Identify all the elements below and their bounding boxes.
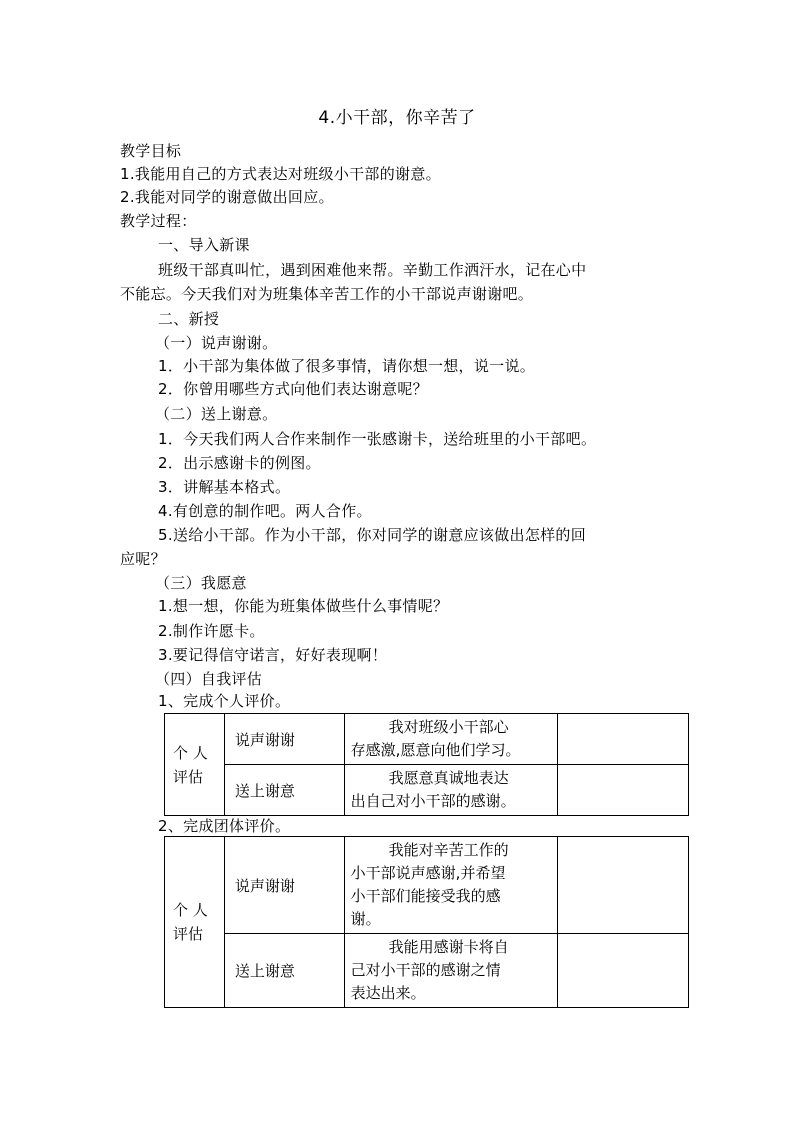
text-line: 2、完成团体评价。 — [158, 817, 291, 835]
text-line: 4.有创意的制作吧。两人合作。 — [158, 502, 372, 520]
subsection-heading: （一）说声谢谢。 — [155, 334, 278, 352]
evaluation-item-cell: 说声谢谢 — [224, 837, 344, 934]
text-line: 应呢？ — [120, 550, 166, 568]
text-line: 5.送给小干部。作为小干部，你对同学的谢意应该做出怎样的回 — [158, 526, 587, 544]
evaluation-category-cell: 个 人 评估 — [165, 714, 225, 816]
evaluation-desc-cell: 我对班级小干部心 存感激,愿意向他们学习。 — [344, 714, 558, 765]
text-line: 3．讲解基本格式。 — [158, 478, 291, 496]
subsection-heading: （四）自我评估 — [155, 670, 263, 688]
group-evaluation-table — [164, 836, 689, 1008]
section-heading: 二、新授 — [158, 310, 220, 328]
text-line: 2．出示感谢卡的例图。 — [158, 454, 321, 472]
text-line: 2.制作许愿卡。 — [158, 622, 265, 640]
table-row — [165, 765, 689, 816]
table-row — [165, 714, 689, 765]
evaluation-desc-cell: 我愿意真诚地表达 出自己对小干部的感谢。 — [344, 765, 558, 816]
text-line: 不能忘。今天我们对为班集体辛苦工作的小干部说声谢谢吧。 — [120, 285, 534, 303]
text-line: 班级干部真叫忙，遇到困难他来帮。辛勤工作洒汗水，记在心中 — [158, 261, 587, 279]
text-line: 1．小干部为集体做了很多事情，请你想一想，说一说。 — [158, 357, 536, 375]
evaluation-item-cell: 说声谢谢 — [224, 714, 344, 765]
text-line: 1.想一想，你能为班集体做些什么事情呢？ — [158, 597, 449, 615]
text-line: 教学目标 — [120, 142, 182, 160]
text-line: 1、完成个人评价。 — [158, 692, 291, 710]
subsection-heading: （三）我愿意 — [155, 574, 247, 592]
table-row — [165, 934, 689, 1008]
evaluation-desc-cell: 我能对辛苦工作的 小干部说声感谢,并希望 小干部们能接受我的感 谢。 — [344, 837, 558, 934]
evaluation-blank-cell — [558, 714, 689, 765]
subsection-heading: （二）送上谢意。 — [155, 405, 278, 423]
text-line: 2．你曾用哪些方式向他们表达谢意呢？ — [158, 380, 428, 398]
evaluation-item-cell: 送上谢意 — [224, 765, 344, 816]
text-line: 教学过程： — [120, 212, 197, 230]
evaluation-item-cell: 送上谢意 — [224, 934, 344, 1008]
text-line: 1.我能用自己的方式表达对班级小干部的谢意。 — [120, 165, 441, 183]
evaluation-blank-cell — [558, 837, 689, 934]
text-line: 2.我能对同学的谢意做出回应。 — [120, 188, 334, 206]
evaluation-category-cell: 个 人 评估 — [165, 837, 225, 1008]
text-line: 3.要记得信守诺言，好好表现啊！ — [158, 646, 388, 664]
evaluation-blank-cell — [558, 765, 689, 816]
evaluation-desc-cell: 我能用感谢卡将自 己对小干部的感谢之情 表达出来。 — [344, 934, 558, 1008]
lesson-title: 4.小干部，你辛苦了 — [318, 108, 476, 128]
section-heading: 一、导入新课 — [158, 236, 250, 254]
personal-evaluation-table — [164, 713, 689, 816]
table-row — [165, 837, 689, 934]
text-line: 1．今天我们两人合作来制作一张感谢卡，送给班里的小干部吧。 — [158, 430, 597, 448]
evaluation-blank-cell — [558, 934, 689, 1008]
